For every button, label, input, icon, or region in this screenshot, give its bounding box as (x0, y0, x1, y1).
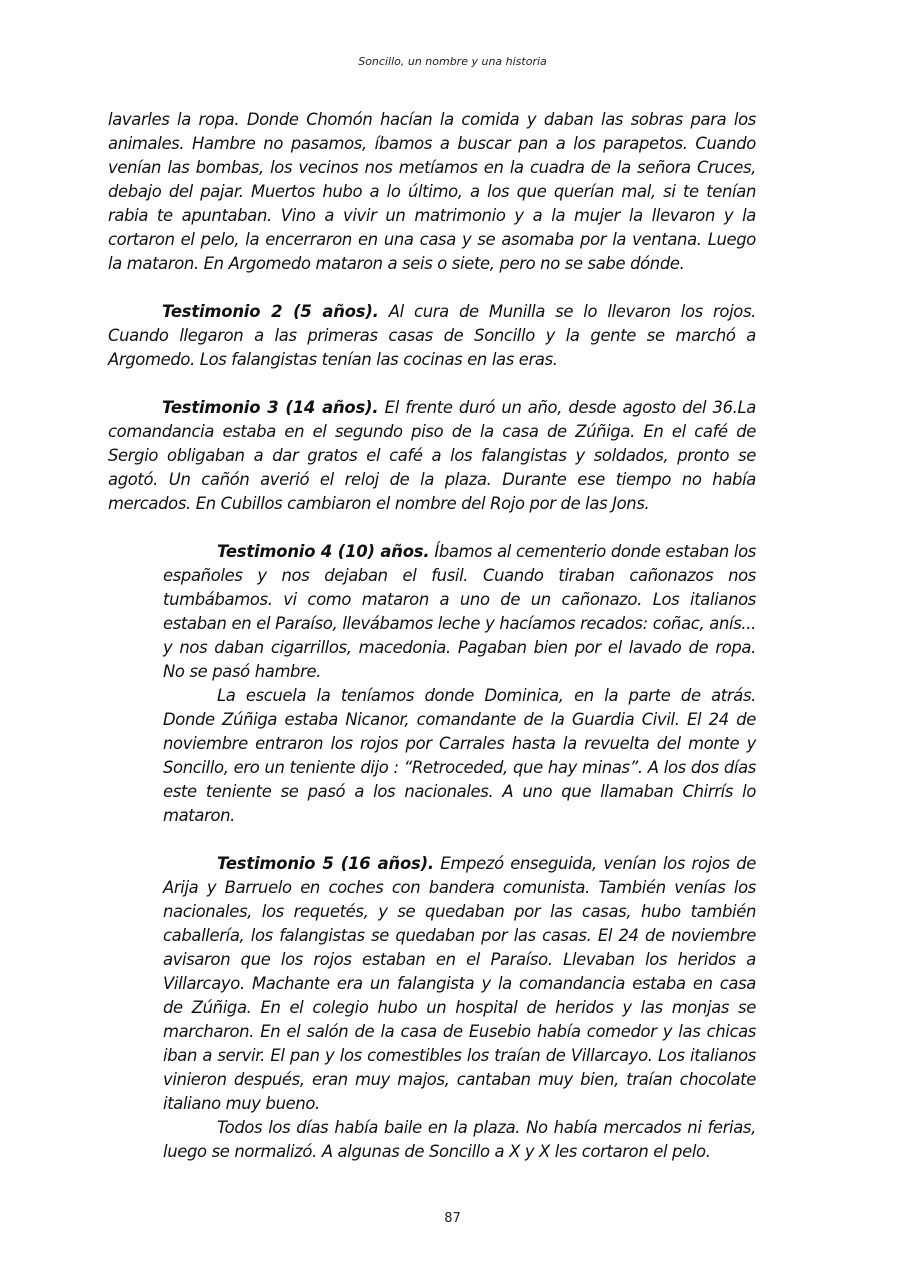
testimony-5-para2: Todos los días había baile en la plaza. No había mercados ni ferias, luego se normalizó. A algunas de Soncillo a X y X les cortaron el pelo. (163, 1118, 756, 1161)
testimony-3-text: El frente duró un año, desde agosto del 36.La comandancia estaba en el segundo piso de la casa de Zúñiga. En el café de Sergio obligaban a dar gratos el café a los falangistas y soldados, pronto se agotó. Un cañón averió el reloj de la plaza. Durante ese tiempo no había mercados. En Cubillos cambiaron el nombre del Rojo por de las Jons. (108, 398, 756, 513)
intro-text: lavarles la ropa. Donde Chomón hacían la comida y daban las sobras para los animales. Hambre no pasamos, íbamos a buscar pan a los parapetos. Cuando venían las bombas, los vecinos nos metíamos en la cuadra de la señora Cruces, debajo del pajar. Muertos hubo a lo último, a los que querían mal, si te tenían rabia te apuntaban. Vino a vivir un matrimonio y a la mujer la llevaron y la cortaron el pelo, la encerraron en una casa y se asomaba por la ventana. Luego la mataron. En Argomedo mataron a seis o siete, pero no se sabe dónde. (108, 110, 756, 273)
testimony-5-text: Empezó enseguida, venían los rojos de Arija y Barruelo en coches con bandera comunista. También venías los nacionales, los requetés, y se quedaban por las casas, hubo también caballería, los falangistas se quedaban por las casas. El 24 de noviembre avisaron que los rojos estaban en el Paraíso. Llevaban los heridos a Villarcayo. Machante era un falangista y la comandancia estaba en casa de Zúñiga. En el colegio hubo un hospital de heridos y las monjas se marcharon. En el salón de la casa de Eusebio había comedor y las chicas iban a servir. El pan y los comestibles los traían de Villarcayo. Los italianos vinieron después, eran muy majos, cantaban muy bien, traían chocolate italiano muy bueno. (163, 854, 756, 1113)
testimony-2 (108, 300, 756, 372)
running-header: Soncillo, un nombre y una historia (358, 55, 547, 68)
page-number: 87 (444, 1211, 461, 1226)
testimony-2-text: Al cura de Munilla se lo llevaron los rojos. Cuando llegaron a las primeras casas de Soncillo y la gente se marchó a Argomedo. Los falangistas tenían las cocinas en las eras. (108, 302, 757, 369)
testimony-4-text: Íbamos al cementerio donde estaban los españoles y nos dejaban el fusil. Cuando tiraban cañonazos nos tumbábamos. vi como mataron a uno de un cañonazo. Los italianos estaban en el Paraíso, llevábamos leche y hacíamos recados: coñac, anís... y nos daban cigarrillos, macedonia. Pagaban bien por el lavado de ropa. No se pasó hambre. (163, 542, 756, 681)
testimony-5-label: Testimonio 5 (16 años). (217, 854, 434, 873)
testimony-4-label: Testimonio 4 (10) años. (217, 542, 430, 561)
testimony-4-para2: La escuela la teníamos donde Dominica, en la parte de atrás. Donde Zúñiga estaba Nicanor, comandante de la Guardia Civil. El 24 de noviembre entraron los rojos por Carrales hasta la revuelta del monte y Soncillo, ero un teniente dijo : “Retroceded, que hay minas”. A los dos días este teniente se pasó a los nacionales. A uno que llamaban Chirrís lo mataron. (163, 686, 756, 825)
testimony-4 (163, 540, 756, 828)
testimony-2-label: Testimonio 2 (5 años). (162, 302, 379, 321)
testimony-5 (163, 852, 756, 1164)
testimony-3-label: Testimonio 3 (14 años). (162, 398, 379, 417)
testimony-3 (108, 396, 756, 516)
intro-paragraph (108, 108, 756, 276)
